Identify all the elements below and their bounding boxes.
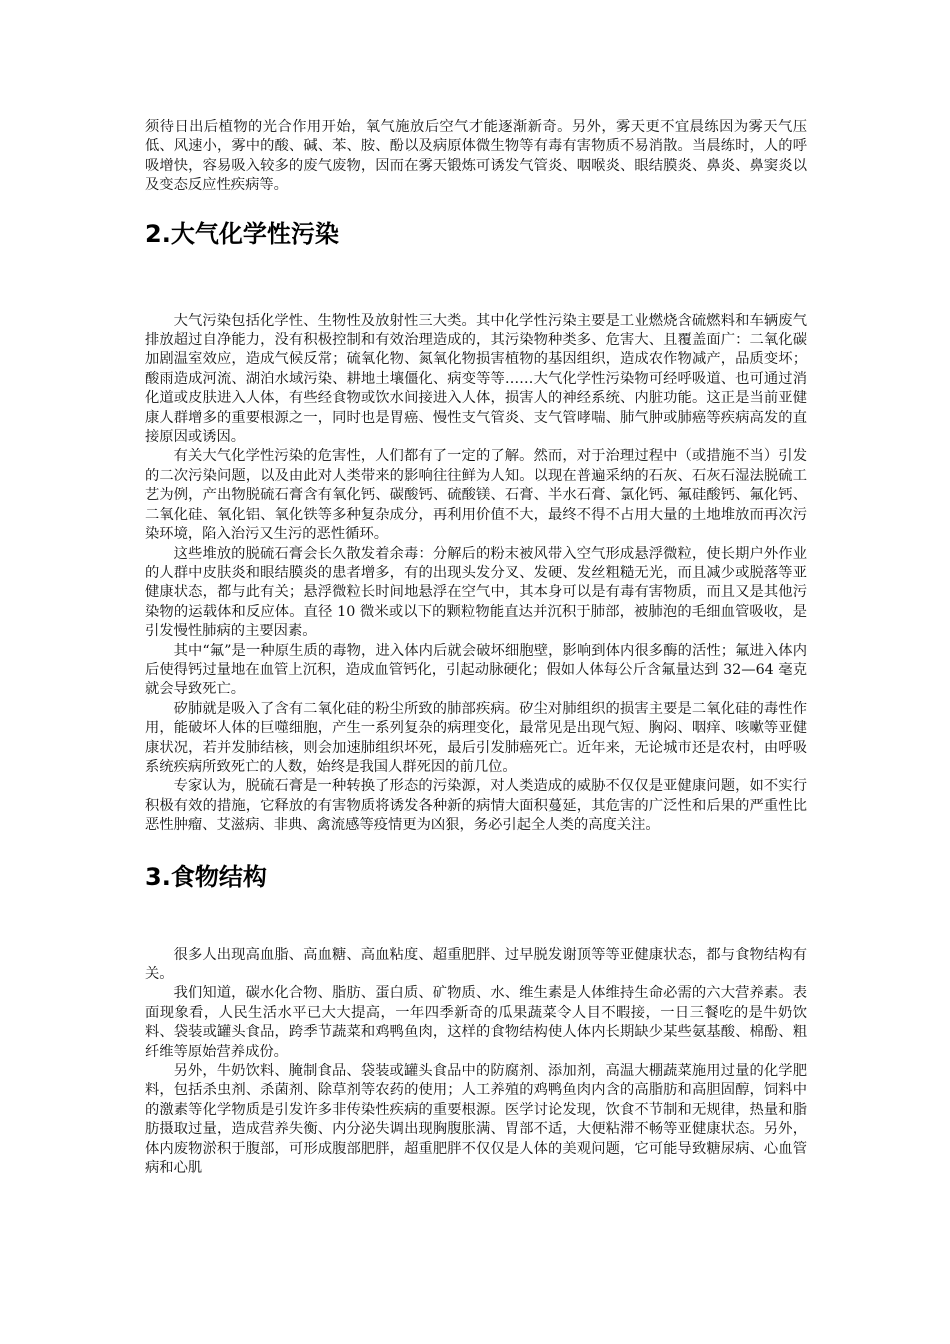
paragraph: 有关大气化学性污染的危害性，人们都有了一定的了解。然而，对于治理过程中（或措施不当）引发的二次污染问题，以及由此对人类带来的影响往往鲜为人知。以现在普遍采纳的石灰、石灰石湿法脱硫工艺为例，产出物脱硫石膏含有氧化钙、碳酸钙、硫酸镁、石膏、半水石膏、氯化钙、氟硅酸钙、氟化钙、二氧化硅、氧化铝、氧化铁等多种复杂成分，再利用价值不大，最终不得不占用大量的土地堆放而再次污染环境，陷入治污又生污的恶性循环。 bbox=[145, 448, 807, 543]
section-heading-air-pollution: 2.大气化学性污染 bbox=[145, 219, 339, 248]
paragraph: 其中“氟”是一种原生质的毒物，进入体内后就会破坏细胞壁，影响到体内很多酶的活性；氟进入体内后使得钙过量地在血管上沉积，造成血管钙化，引起动脉硬化；假如人体每公斤含氟量达到 32—64 毫克就会导致死亡。 bbox=[145, 642, 807, 698]
document-page bbox=[145, 118, 807, 1178]
paragraph: 这些堆放的脱硫石膏会长久散发着余毒：分解后的粉末被风带入空气形成悬浮微粒，使长期户外作业的人群中皮肤炎和眼结膜炎的患者增多，有的出现头发分叉、发硬、发丝粗糙无光，而且减少或脱落等亚健康状态，都与此有关；悬浮微粒长时间地悬浮在空气中，其本身可以是有毒有害物质，而且又是其他污染物的运载体和反应体。直径 10 微米或以下的颗粒物能直达并沉积于肺部，被肺泡的毛细血管吸收，是引发慢性肺病的主要因素。 bbox=[145, 545, 807, 640]
paragraph: 另外，牛奶饮料、腌制食品、袋装或罐头食品中的防腐剂、添加剂，高温大棚蔬菜施用过量的化学肥料，包括杀虫剂、杀菌剂、除草剂等农药的使用；人工养殖的鸡鸭鱼肉内含的高脂肪和高胆固醇，饲料中的激素等化学物质是引发许多非传染性疾病的重要根源。医学讨论发现，饮食不节制和无规律，热量和脂肪摄取过量，造成营养失衡、内分泌失调出现胸腹胀满、胃部不适，大便粘滞不畅等亚健康状态。另外，体内废物淤积于腹部，可形成腹部肥胖，超重肥胖不仅仅是人体的美观问题，它可能导致糖尿病、心血管病和心肌 bbox=[145, 1063, 807, 1177]
intro-paragraph: 须待日出后植物的光合作用开始，氧气施放后空气才能逐渐新奇。另外，雾天更不宜晨练因为雾天气压低、风速小，雾中的酸、碱、苯、胺、酚以及病原体微生物等有毒有害物质不易消散。当晨练时，人的呼吸增快，容易吸入较多的废气废物，因而在雾天锻炼可诱发气管炎、咽喉炎、眼结膜炎、鼻炎、鼻窦炎以及变态反应性疾病等。 bbox=[145, 119, 807, 194]
section-body-food-structure bbox=[145, 946, 807, 1179]
section-heading-food-structure: 3.食物结构 bbox=[145, 862, 267, 891]
section-body-air-pollution bbox=[145, 312, 807, 836]
paragraph: 我们知道，碳水化合物、脂肪、蛋白质、矿物质、水、维生素是人体维持生命必需的六大营养素。表面现象看，人民生活水平已大大提高，一年四季新奇的瓜果蔬菜令人目不暇接，一日三餐吃的是牛奶饮料、袋装或罐头食品，跨季节蔬菜和鸡鸭鱼肉，这样的食物结构使人体内长期缺少某些氨基酸、棉酚、粗纤维等原始营养成份。 bbox=[145, 985, 807, 1060]
paragraph: 很多人出现高血脂、高血糖、高血粘度、超重肥胖、过早脱发谢顶等等亚健康状态，都与食物结构有关。 bbox=[145, 946, 807, 982]
paragraph: 矽肺就是吸入了含有二氧化硅的粉尘所致的肺部疾病。矽尘对肺组织的损害主要是二氧化硅的毒性作用，能破坏人体的巨噬细胞，产生一系列复杂的病理变化，最常见是出现气短、胸闷、咽痒、咳嗽等亚健康状况，若并发肺结核，则会加速肺组织坏死，最后引发肺癌死亡。近年来，无论城市还是农村，由呼吸系统疾病所致死亡的人数，始终是我国人群死因的前几位。 bbox=[145, 700, 807, 775]
paragraph: 大气污染包括化学性、生物性及放射性三大类。其中化学性污染主要是工业燃烧含硫燃料和车辆废气排放超过自净能力，没有积极控制和有效治理造成的，其污染物种类多、危害大、且覆盖面广：二氧化碳加剧温室效应，造成气候反常；硫氧化物、氮氧化物损害植物的基因组织，造成农作物减产，品质变坏；酸雨造成河流、湖泊水域污染、耕地土壤僵化、病变等等……大气化学性污染物可经呼吸道、也可通过消化道或皮肤进入人体，有些经食物或饮水间接进入人体，损害人的神经系统、内脏功能。这正是当前亚健康人群增多的重要根源之一，同时也是胃癌、慢性支气管炎、支气管哮喘、肺气肿或肺癌等疾病高发的直接原因或诱因。 bbox=[145, 312, 807, 446]
paragraph: 专家认为，脱硫石膏是一种转换了形态的污染源，对人类造成的威胁不仅仅是亚健康问题，如不实行积极有效的措施，它释放的有害物质将诱发各种新的病情大面积蔓延，其危害的广泛性和后果的严重性比恶性肿瘤、艾滋病、非典、禽流感等疫情更为凶狠，务必引起全人类的高度关注。 bbox=[145, 778, 807, 834]
